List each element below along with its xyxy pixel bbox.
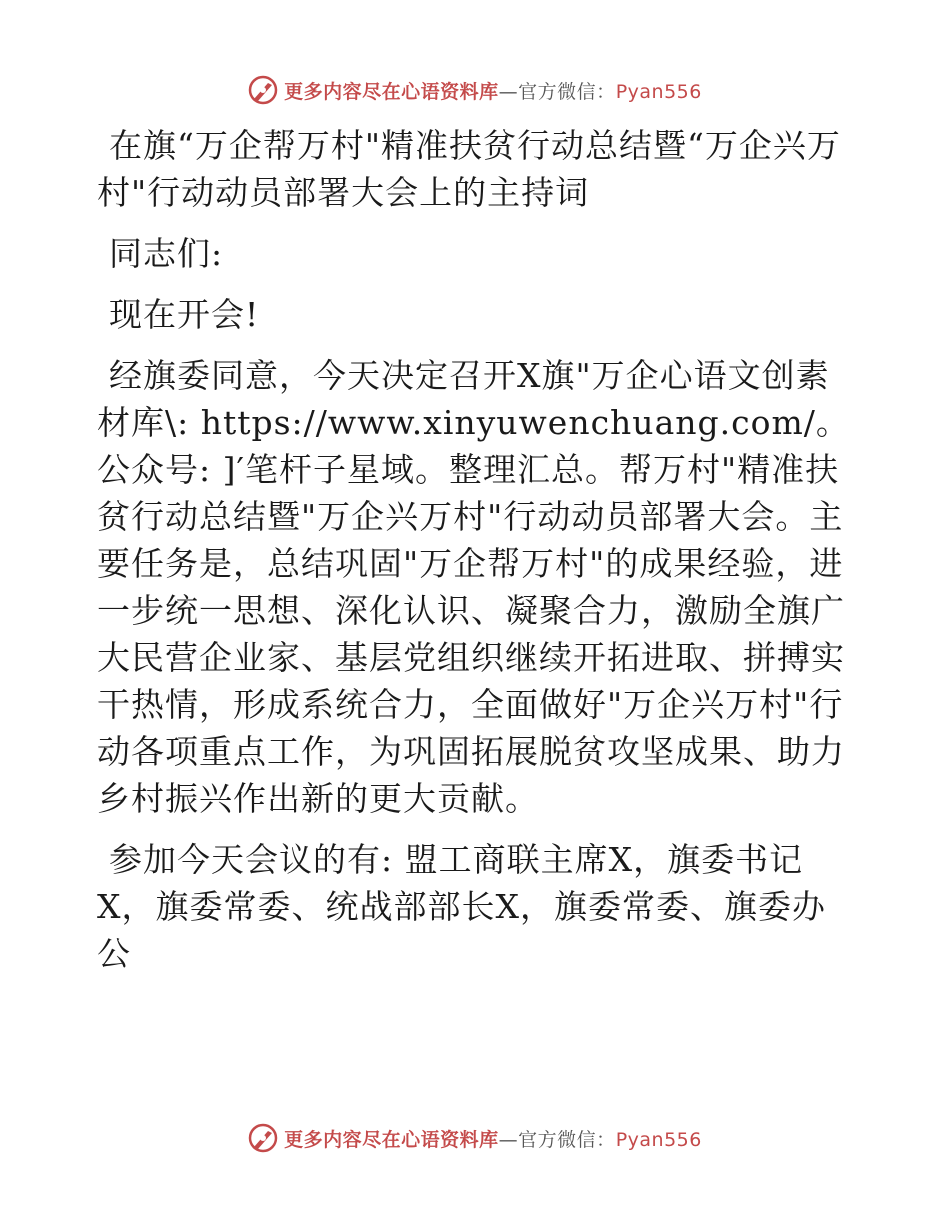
watermark-id-text: Pyan556 (615, 80, 702, 103)
watermark-main-text: 更多内容尽在心语资料库 (284, 1128, 499, 1151)
document-body (97, 122, 857, 991)
watermark-dash: — (498, 80, 519, 103)
greeting-text: 同志们: (109, 234, 224, 273)
watermark-main-text: 更多内容尽在心语资料库 (284, 80, 499, 103)
watermark-id-text: Pyan556 (615, 1128, 702, 1151)
watermark-sub-text: 官方微信： (518, 80, 616, 103)
document-title: 在旗“万企帮万村"精准扶贫行动总结暨“万企兴万村"行动动员部署大会上的主持词 (97, 126, 841, 212)
watermark-sub-text: 官方微信： (518, 1128, 616, 1151)
pen-logo-icon (248, 1123, 278, 1153)
pen-logo-icon (248, 75, 278, 105)
watermark-banner-bottom (0, 1118, 950, 1158)
watermark-banner-top (0, 70, 950, 110)
paragraph-2: 参加今天会议的有: 盟工商联主席X，旗委书记X，旗委常委、统战部部长X，旗委常委、旗委办公 (97, 840, 826, 973)
opening-text: 现在开会! (109, 295, 260, 334)
paragraph-1: 经旗委同意，今天决定召开X旗"万企心语文创素材库\: https://www.xinyuwenchuang.com/。公众号: ]′笔杆子星域。整理汇总。帮万村"精准扶贫行动总结暨"万企兴万村"行动动员部署大会。主要任务是，总结巩固"万企帮万村"的成果经验，进一步统一思想、深化认识、凝聚合力，激励全旗广大民营企业家、基层党组织继续开拓进取、拼搏实干热情，形成系统合力，全面做好"万企兴万村"行动各项重点工作，为巩固拓展脱贫攻坚成果、助力乡村振兴作出新的更大贡献。 (97, 356, 850, 818)
watermark-dash: — (498, 1128, 519, 1151)
